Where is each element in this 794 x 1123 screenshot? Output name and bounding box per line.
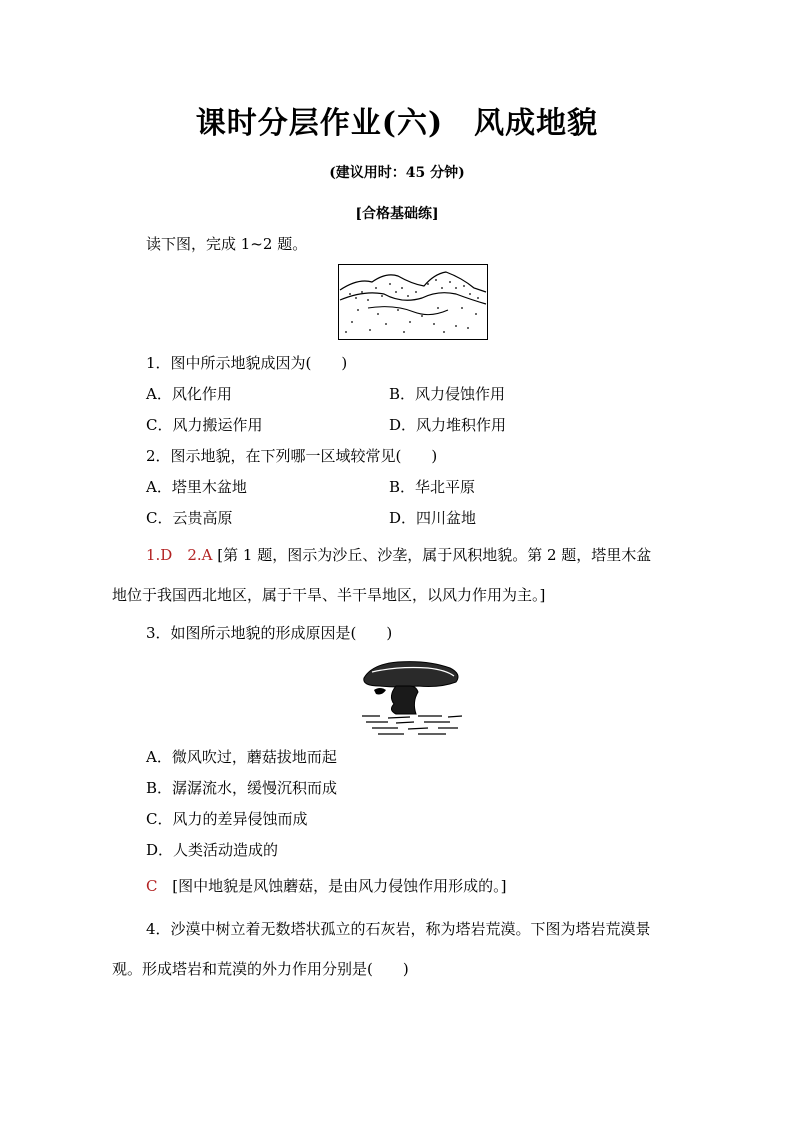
q2-stem: 2．图示地貌，在下列哪一区域较常见( ) [146, 447, 438, 465]
q3-stem: 3．如图所示地貌的形成原因是( ) [146, 624, 393, 642]
time-hint: (建议用时：45 分钟) [329, 165, 465, 181]
answer-explanation-line1: [第 1 题，图示为沙丘、沙垄，属于风积地貌。第 2 题，塔里木盆 [217, 546, 652, 564]
q2-option-c: C．云贵高原 [146, 509, 233, 527]
page-title: 课时分层作业(六) 风成地貌 [195, 106, 599, 141]
q2-option-b: B．华北平原 [389, 478, 476, 496]
q1-option-c: C．风力搬运作用 [146, 416, 263, 434]
q1-option-a: A．风化作用 [146, 385, 232, 403]
q4-stem-line1: 4．沙漠中树立着无数塔状孤立的石灰岩，称为塔岩荒漠。下图为塔岩荒漠景 [146, 920, 651, 938]
section-heading: [合格基础练] [355, 206, 439, 222]
q3-option-c: C．风力的差异侵蚀而成 [146, 810, 308, 828]
sand-dune-figure [338, 264, 488, 340]
q4-stem-line2: 观。形成塔岩和荒漠的外力作用分别是( ) [112, 960, 409, 978]
answer-key-1-2: 1.D 2.A [146, 546, 213, 564]
q3-option-b: B．潺潺流水，缓慢沉积而成 [146, 779, 338, 797]
q3-option-a: A．微风吹过，蘑菇拔地而起 [146, 748, 337, 766]
q1-option-b: B．风力侵蚀作用 [389, 385, 506, 403]
answer-key-3: C [146, 877, 158, 895]
answer-explanation-line2: 地位于我国西北地区，属于干旱、半干旱地区，以风力作用为主。] [112, 586, 546, 604]
answer-3 [146, 875, 506, 896]
intro-text: 读下图，完成 1~2 题。 [146, 235, 308, 253]
q2-option-a: A．塔里木盆地 [146, 478, 247, 496]
q3-option-d: D．人类活动造成的 [146, 841, 279, 859]
q1-option-d: D．风力堆积作用 [389, 416, 507, 434]
q2-option-d: D．四川盆地 [389, 509, 477, 527]
q1-stem: 1．图中所示地貌成因为( ) [146, 354, 348, 372]
answer-1-2 [146, 544, 651, 565]
mushroom-rock-figure [358, 652, 466, 736]
answer-3-explanation: [图中地貌是风蚀蘑菇，是由风力侵蚀作用形成的。] [172, 877, 507, 895]
